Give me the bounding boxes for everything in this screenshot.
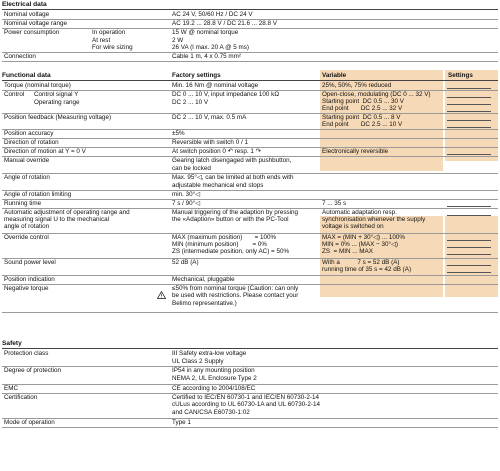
value-rest: 2 W — [172, 36, 184, 44]
variable: 25%, 50%, 75% reduced — [322, 82, 392, 89]
section-safety-heading: Safety — [2, 340, 22, 347]
value-3: Belimo representative.) — [172, 300, 237, 307]
value-range: DC 2 ... 10 V — [172, 99, 209, 106]
label: Certification — [4, 394, 38, 401]
value-zs: ZS (intermediate position, only AC) = 50% — [172, 248, 290, 255]
variable-1: With a 7 s = 52 dB (A) — [322, 259, 400, 266]
label-1: Automatic adjustment of operating range and — [4, 209, 130, 216]
label: Power consumption — [4, 29, 60, 36]
value: CE according to 2004/108/EC — [172, 385, 256, 392]
variable-1: Automatic adaptation resp. — [322, 209, 397, 216]
row-control — [2, 90, 498, 114]
value-1: Gearing latch disengaged with pushbutton, — [172, 157, 292, 164]
row-power-consumption — [2, 28, 498, 53]
row-protection-class — [2, 349, 498, 367]
value-operation: 15 W @ nominal torque — [172, 29, 239, 36]
label-2: measuring signal U to the mechanical — [4, 216, 110, 223]
label: Angle of rotation — [4, 174, 50, 181]
sub-operation: In operation — [92, 29, 126, 36]
row-adaption — [2, 208, 498, 234]
variable-max: MAX = (MIN + 30°◁) ... 100% — [322, 234, 405, 241]
label: Sound power level — [4, 259, 56, 266]
label: Control — [4, 91, 25, 98]
value: DC 2 ... 10 V, max. 0.5 mA — [172, 114, 247, 121]
col-settings-heading: Settings — [448, 72, 473, 79]
label: Nominal voltage — [4, 11, 50, 18]
value-1: III Safety extra-low voltage — [172, 350, 247, 357]
value: Type 1 — [172, 419, 191, 426]
value: AC 24 V, 50/60 Hz / DC 24 V — [172, 11, 253, 18]
value: min. 30°◁ — [172, 191, 201, 198]
section-functional-heading: Functional data — [2, 72, 51, 79]
setting-blank — [447, 209, 498, 218]
row-manual-override — [2, 156, 498, 174]
variable-min: MIN = 0% ... (MAX − 30°◁) — [322, 241, 398, 248]
value-1: ≤50% from nominal torque (Caution: can only — [172, 285, 299, 292]
value-1: IP54 in any mounting position — [172, 367, 255, 374]
sub-wire: For wire sizing — [92, 44, 133, 51]
label: Position feedback (Measuring voltage) — [4, 114, 112, 121]
label: Torque (nominal torque) — [4, 82, 71, 89]
label: EMC — [4, 385, 18, 392]
value-2: UL Class 2 Supply — [172, 357, 224, 365]
value: AC 19.2 ... 28.8 V / DC 21.6 ... 28.8 V — [172, 20, 278, 27]
variable-start: Starting point DC 0.5 ... 30 V — [322, 98, 404, 105]
variable-end: End point DC 2.5 ... 32 V — [322, 105, 403, 112]
label: Position accuracy — [4, 130, 54, 137]
variable-start: Starting point DC 0.5 ... 8 V — [322, 114, 401, 121]
value-2: be used with restrictions. Please contact your — [172, 292, 299, 299]
value-max: MAX (maximum position) = 100% — [172, 234, 277, 241]
variable-2: running time of 35 s = 42 dB (A) — [322, 266, 412, 273]
value-2: adjustable mechanical end stops — [172, 181, 264, 189]
value-1: Max. 95°◁, can be limited at both ends with — [172, 174, 294, 181]
value: Cable 1 m, 4 x 0.75 mm² — [172, 53, 241, 60]
variable-end: End point DC 2.5 ... 10 V — [322, 121, 403, 128]
label: Manual override — [4, 157, 50, 164]
row-connection — [2, 52, 498, 62]
col-factory-heading: Factory settings — [172, 72, 221, 79]
value-1: Certified to IEC/EN 60730-1 and IEC/EN 60730-2-14 — [172, 394, 320, 401]
value-signal: DC 0 ... 10 V, input impedance 100 kΩ — [172, 91, 280, 98]
warning-icon — [150, 284, 166, 308]
value: At switch position 0 ↶ resp. 1 ↷ — [172, 148, 261, 155]
sub-rest: At rest — [92, 36, 111, 44]
variable: 7 ... 35 s — [322, 200, 347, 207]
row-degree-protection — [2, 366, 498, 385]
value-2: cULus according to UL 60730-1A and UL 60730-2-14 — [172, 401, 320, 408]
label: Protection class — [4, 350, 49, 357]
row-angle — [2, 173, 498, 191]
row-mode-operation — [2, 418, 498, 428]
variable-signal: Open-close, modulating (DC 0 ... 32 V) — [322, 91, 431, 98]
sub-range: Operating range — [34, 99, 80, 106]
label: Angle of rotation limiting — [4, 191, 72, 198]
label: Position indication — [4, 276, 55, 283]
label: Direction of motion at Y = 0 V — [4, 148, 86, 155]
value-min: MIN (minimum position) = 0% — [172, 241, 268, 248]
sub-signal: Control signal Y — [34, 91, 79, 98]
row-certification — [2, 393, 498, 419]
label: Nominal voltage range — [4, 20, 68, 27]
setting-blank — [447, 266, 498, 275]
section-electrical-heading: Electrical data — [2, 1, 47, 8]
value-2: NEMA 2, UL Enclosure Type 2 — [172, 374, 257, 382]
label: Override control — [4, 234, 49, 241]
value-2: the «Adaption» button or with the PC-Tool — [172, 216, 289, 223]
row-position-feedback — [2, 113, 498, 130]
value-3: and CAN/CSA E60730-1:02 — [172, 409, 250, 416]
setting-blank — [447, 248, 498, 257]
label: Mode of operation — [4, 419, 55, 426]
label: Degree of protection — [4, 367, 62, 374]
label: Direction of rotation — [4, 139, 59, 146]
variable-zs: ZS = MIN ... MAX — [322, 248, 373, 255]
value-1: Manual triggering of the adaption by pressing — [172, 209, 299, 216]
label: Running time — [4, 200, 42, 207]
label: Negative torque — [4, 285, 49, 292]
value: Min. 16 Nm @ nominal voltage — [172, 82, 259, 89]
variable-3: voltage is switched on — [322, 223, 384, 230]
value: Mechanical, pluggable — [172, 276, 235, 283]
col-variable-heading: Variable — [322, 72, 347, 79]
row-override-control — [2, 233, 498, 259]
variable: Electronically reversible — [322, 148, 389, 155]
value-wire: 26 VA (I max. 20 A @ 5 ms) — [172, 44, 249, 51]
value: Reversible with switch 0 / 1 — [172, 139, 248, 146]
value: 52 dB (A) — [172, 259, 199, 266]
value: 7 s / 90°◁ — [172, 200, 201, 207]
row-negative-torque — [2, 284, 498, 313]
value: ±5% — [172, 130, 185, 137]
variable-2: synchronisation whenever the supply — [322, 216, 426, 223]
row-sound-power — [2, 258, 498, 276]
value-2: can be locked — [172, 164, 211, 172]
label-3: angle of rotation — [4, 223, 50, 230]
label: Connection — [4, 53, 36, 60]
